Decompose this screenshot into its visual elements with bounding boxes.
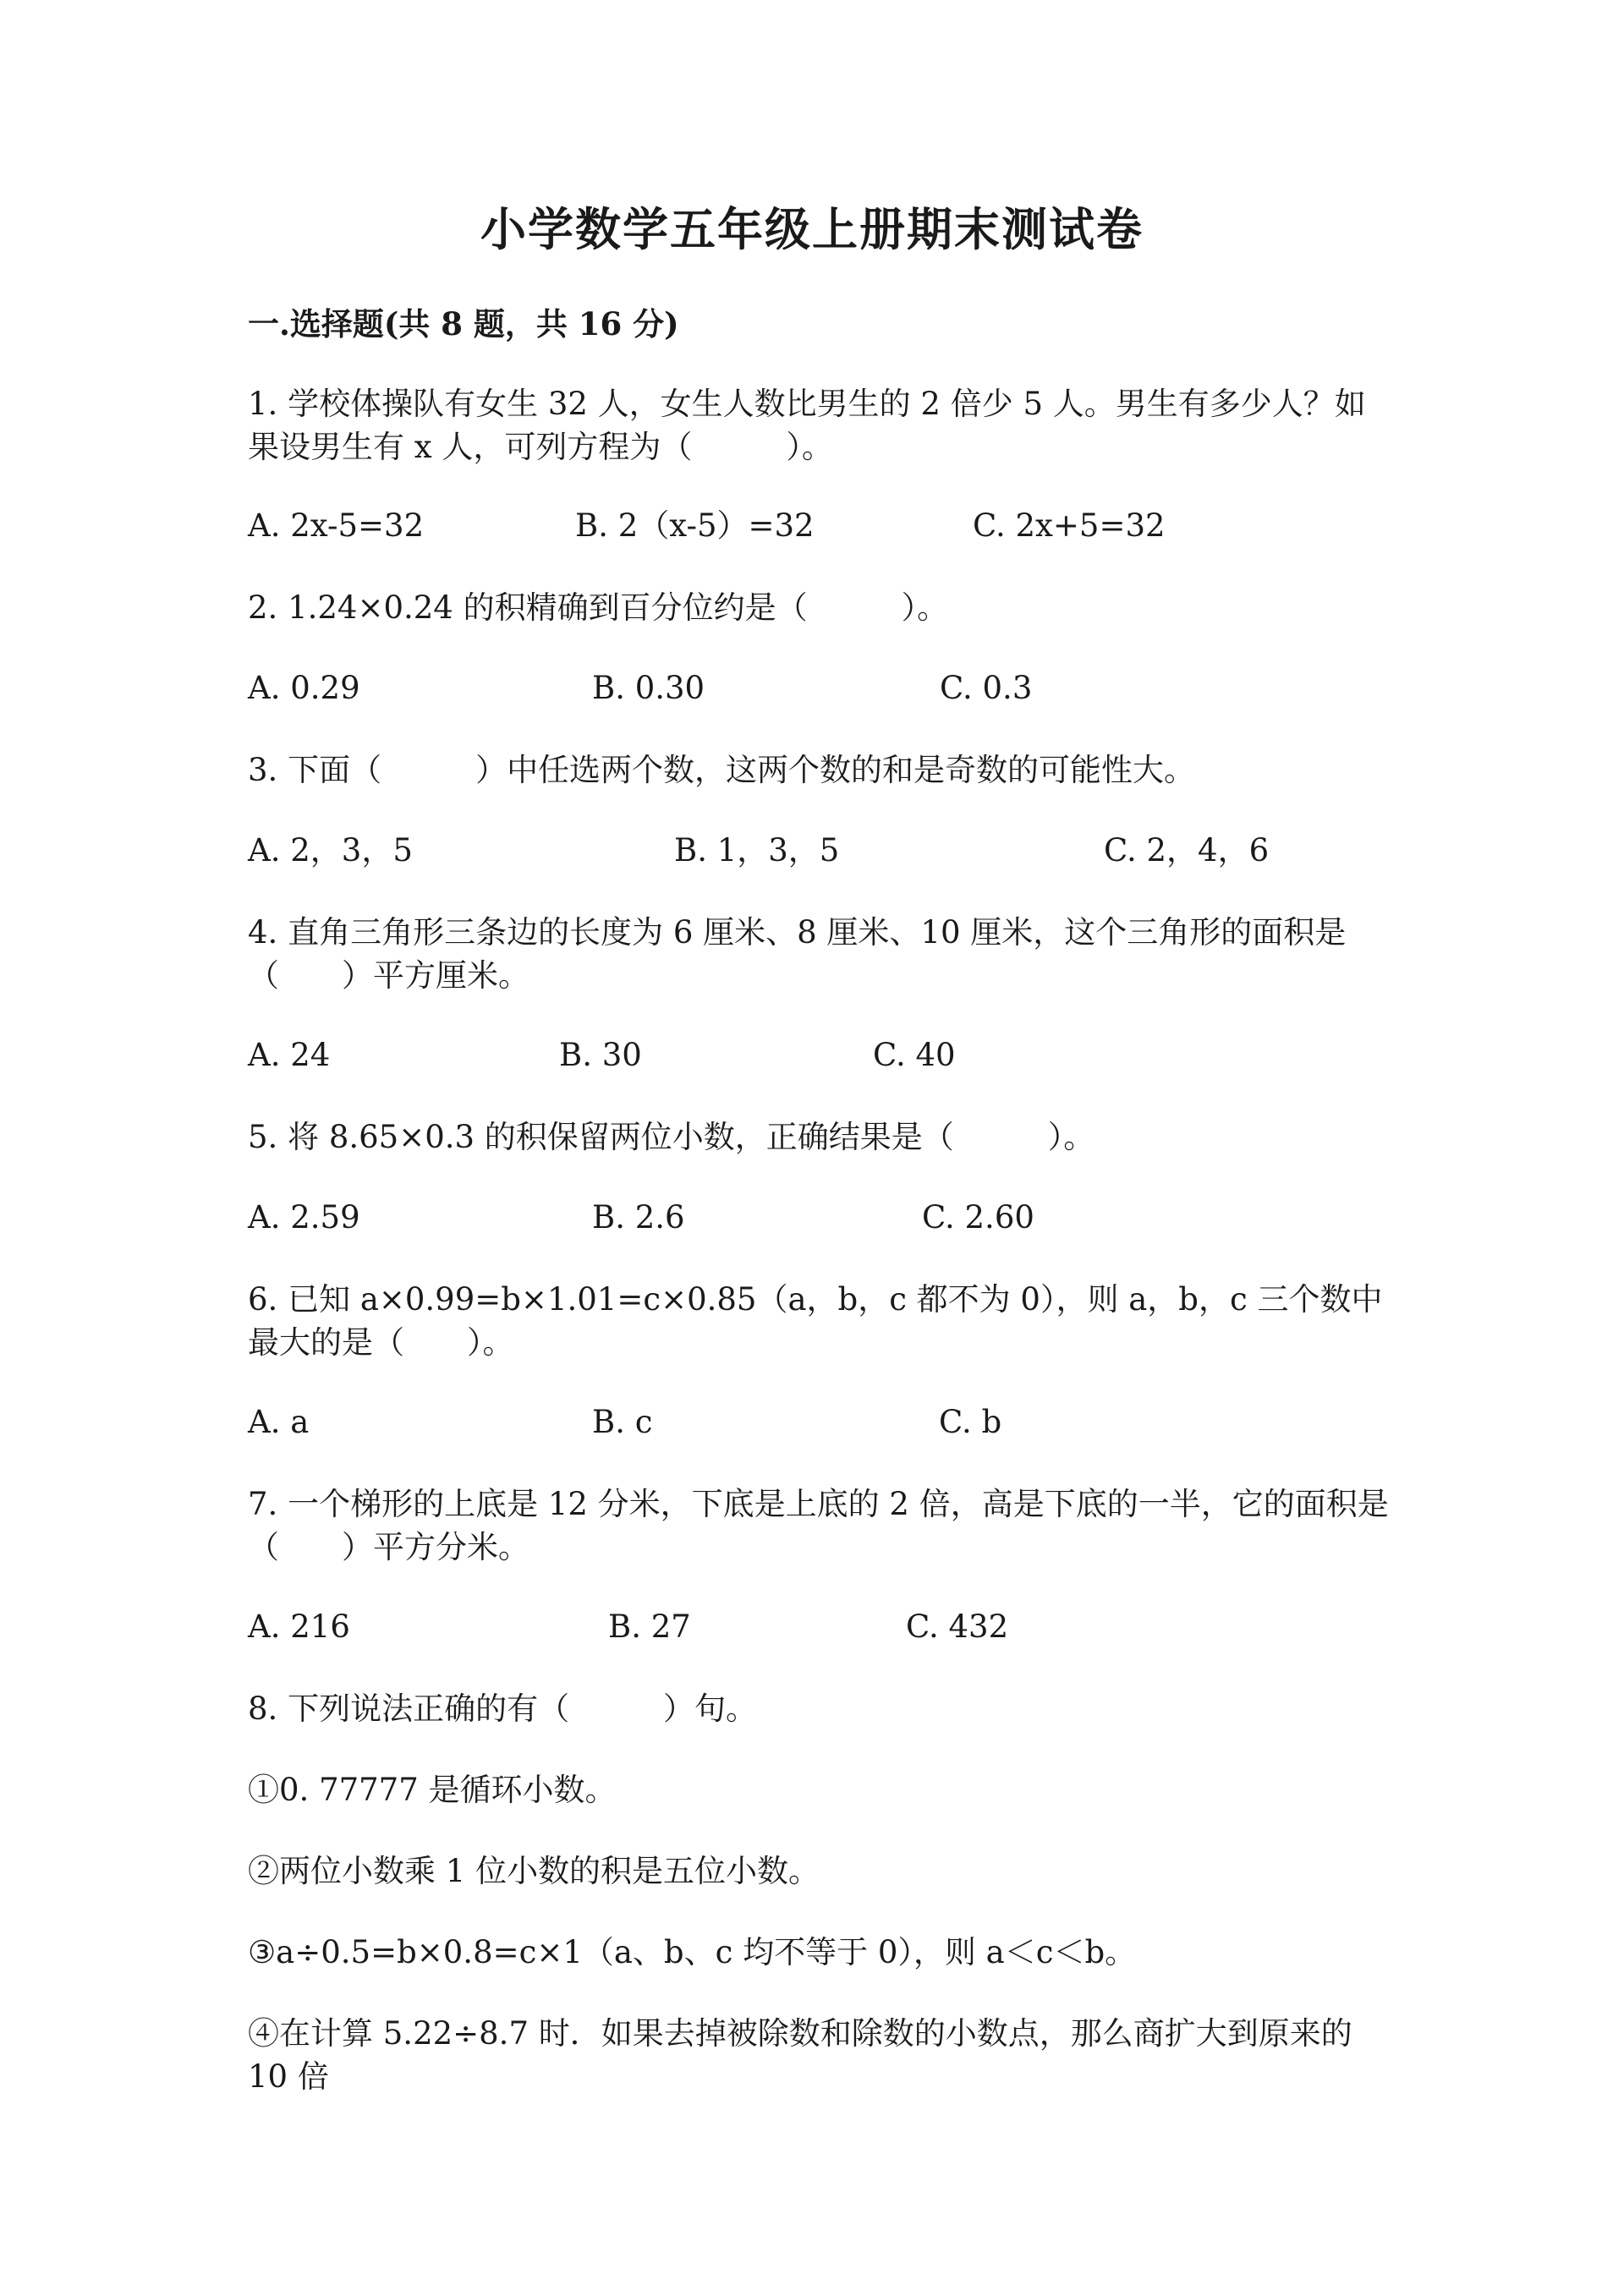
page-title: 小学数学五年级上册期末测试卷: [480, 202, 1144, 256]
question-8: 8. 下列说法正确的有（ ）句。: [248, 1690, 758, 1727]
question-7: 7. 一个梯形的上底是 12 分米，下底是上底的 2 倍，高是下底的一半，它的面积是（ ）平方分米。: [248, 1486, 1389, 1565]
question-5: 5. 将 8.65×0.3 的积保留两位小数，正确结果是（ ）。: [248, 1119, 1095, 1155]
option-b: B. c: [592, 1404, 653, 1440]
section-heading: 一.选择题(共 8 题，共 16 分): [248, 305, 679, 342]
question-2-options: [248, 667, 1432, 710]
question-2: 2. 1.24×0.24 的积精确到百分位约是（ ）。: [248, 589, 949, 626]
option-b: B. 0.30: [592, 670, 705, 706]
option-a: A. 2.59: [248, 1199, 360, 1236]
question-1: 1. 学校体操队有女生 32 人，女生人数比男生的 2 倍少 5 人。男生有多少人？如果设男生有 x 人，可列方程为（ ）。: [248, 386, 1366, 465]
option-a: A. 216: [248, 1608, 350, 1645]
option-c: C. 2.60: [922, 1199, 1034, 1236]
option-a: A. 24: [248, 1037, 331, 1073]
statement-2: ②两位小数乘 1 位小数的积是五位小数。: [248, 1853, 820, 1889]
option-a: A. a: [248, 1404, 310, 1440]
question-6: 6. 已知 a×0.99=b×1.01=c×0.85（a，b，c 都不为 0），则 a，b，c 三个数中最大的是（ ）。: [248, 1281, 1383, 1361]
statement-3: ③a÷0.5=b×0.8=c×1（a、b、c 均不等于 0），则 a＜c＜b。: [248, 1934, 1137, 1970]
question-3-options: [248, 830, 1432, 872]
option-c: C. 40: [873, 1037, 956, 1073]
option-b: B. 30: [559, 1037, 642, 1073]
option-c: C. 2x+5=32: [973, 507, 1166, 544]
statement-4: ④在计算 5.22÷8.7 时．如果去掉被除数和除数的小数点，那么商扩大到原来的 10 倍: [248, 2015, 1352, 2095]
option-b: B. 2.6: [592, 1199, 685, 1236]
option-c: C. 2，4，6: [1104, 832, 1270, 869]
option-b: B. 1，3，5: [674, 832, 840, 869]
option-a: A. 2x-5=32: [248, 507, 425, 544]
question-4-options: [248, 1034, 1432, 1077]
option-c: C. b: [939, 1404, 1002, 1440]
option-c: C. 0.3: [940, 670, 1033, 706]
statement-1: ①0. 77777 是循环小数。: [248, 1772, 617, 1808]
question-3: 3. 下面（ ）中任选两个数，这两个数的和是奇数的可能性大。: [248, 752, 1196, 788]
question-6-options: [248, 1401, 1432, 1444]
question-5-options: [248, 1197, 1432, 1239]
option-c: C. 432: [906, 1608, 1009, 1645]
question-4: 4. 直角三角形三条边的长度为 6 厘米、8 厘米、10 厘米，这个三角形的面积是（ ）平方厘米。: [248, 914, 1347, 994]
question-1-options: [248, 505, 1432, 547]
option-a: A. 2，3，5: [248, 832, 413, 869]
option-b: B. 27: [608, 1608, 691, 1645]
option-a: A. 0.29: [248, 670, 360, 706]
question-7-options: [248, 1606, 1432, 1648]
option-b: B. 2（x-5）=32: [575, 507, 815, 544]
